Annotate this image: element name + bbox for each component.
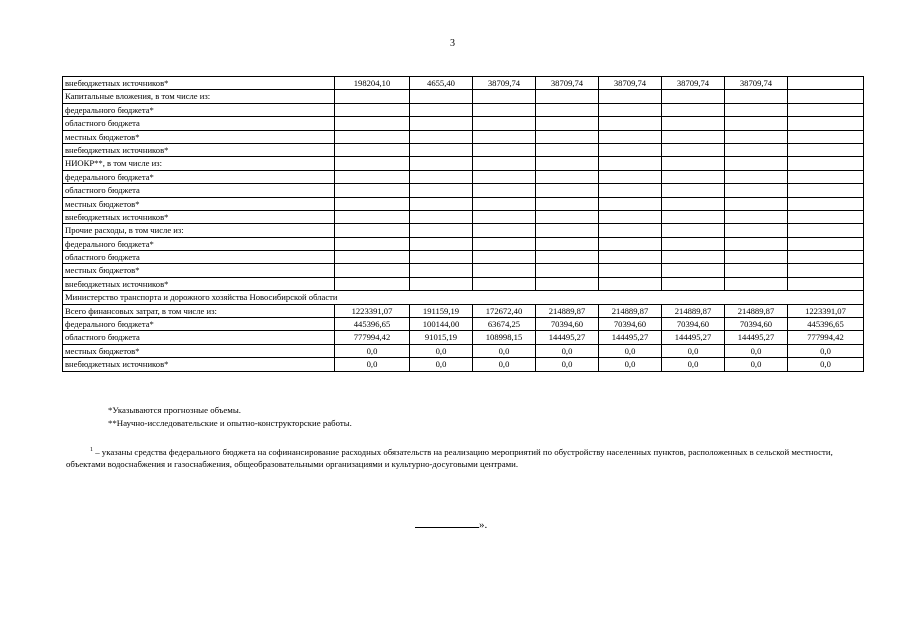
row-value xyxy=(536,224,599,237)
row-value: 0,0 xyxy=(410,344,473,357)
signature-line xyxy=(415,518,479,528)
row-value xyxy=(410,237,473,250)
table-row xyxy=(63,358,864,371)
row-label: местных бюджетов* xyxy=(63,344,335,357)
row-label: областного бюджета xyxy=(63,251,335,264)
row-value xyxy=(725,251,788,264)
note-niokr: **Научно-исследовательские и опытно-конструкторские работы. xyxy=(108,418,352,428)
row-value xyxy=(788,90,864,103)
row-value xyxy=(410,197,473,210)
row-value xyxy=(788,77,864,90)
row-value: 214889,87 xyxy=(536,304,599,317)
row-label: федерального бюджета* xyxy=(63,103,335,116)
row-value xyxy=(410,143,473,156)
row-value xyxy=(410,103,473,116)
row-value xyxy=(725,197,788,210)
row-value xyxy=(599,277,662,290)
table-row xyxy=(63,130,864,143)
row-value xyxy=(536,237,599,250)
row-value xyxy=(335,90,410,103)
row-value: 0,0 xyxy=(725,344,788,357)
row-value xyxy=(335,210,410,223)
row-value xyxy=(725,224,788,237)
row-value: 0,0 xyxy=(788,358,864,371)
table-row xyxy=(63,344,864,357)
row-value: 38709,74 xyxy=(473,77,536,90)
row-value xyxy=(410,210,473,223)
closing-quote: ». xyxy=(479,519,488,531)
row-value xyxy=(410,251,473,264)
row-value xyxy=(788,264,864,277)
row-value xyxy=(599,143,662,156)
row-value xyxy=(473,143,536,156)
row-value: 777994,42 xyxy=(335,331,410,344)
row-value: 70394,60 xyxy=(536,318,599,331)
row-value xyxy=(599,237,662,250)
table-row xyxy=(63,291,864,304)
row-value xyxy=(410,157,473,170)
row-label: внебюджетных источников* xyxy=(63,77,335,90)
row-value xyxy=(335,224,410,237)
row-value xyxy=(410,277,473,290)
row-value: 0,0 xyxy=(473,344,536,357)
row-value xyxy=(662,197,725,210)
row-value xyxy=(599,184,662,197)
financing-table-body xyxy=(63,77,864,372)
table-row xyxy=(63,117,864,130)
row-value xyxy=(788,224,864,237)
row-value xyxy=(410,130,473,143)
row-value xyxy=(662,184,725,197)
financing-table xyxy=(62,76,864,372)
row-value xyxy=(788,103,864,116)
row-value xyxy=(473,251,536,264)
row-value: 70394,60 xyxy=(662,318,725,331)
row-value: 38709,74 xyxy=(725,77,788,90)
row-value: 0,0 xyxy=(536,358,599,371)
table-row xyxy=(63,197,864,210)
table-row xyxy=(63,224,864,237)
table-row xyxy=(63,304,864,317)
row-value xyxy=(410,90,473,103)
row-value xyxy=(662,103,725,116)
row-value xyxy=(335,197,410,210)
notes xyxy=(108,404,352,430)
row-value xyxy=(725,184,788,197)
footnote-marker: 1 xyxy=(90,447,93,453)
row-value: 1223391,07 xyxy=(335,304,410,317)
table-row xyxy=(63,318,864,331)
row-value: 144495,27 xyxy=(725,331,788,344)
row-value xyxy=(473,157,536,170)
row-value xyxy=(788,143,864,156)
table-row xyxy=(63,157,864,170)
row-label: областного бюджета xyxy=(63,331,335,344)
row-value: 0,0 xyxy=(788,344,864,357)
row-value: 445396,65 xyxy=(335,318,410,331)
footnote xyxy=(66,444,846,470)
row-value: 38709,74 xyxy=(662,77,725,90)
row-value xyxy=(725,264,788,277)
row-value: 0,0 xyxy=(335,358,410,371)
row-value xyxy=(473,277,536,290)
row-value xyxy=(536,143,599,156)
row-value xyxy=(599,197,662,210)
row-label: федерального бюджета* xyxy=(63,318,335,331)
row-value xyxy=(599,170,662,183)
row-value xyxy=(536,117,599,130)
row-value xyxy=(788,117,864,130)
row-value xyxy=(536,197,599,210)
row-value xyxy=(473,130,536,143)
row-value xyxy=(599,224,662,237)
row-value xyxy=(599,130,662,143)
row-value xyxy=(473,224,536,237)
row-value xyxy=(725,143,788,156)
row-value xyxy=(599,210,662,223)
row-value xyxy=(662,237,725,250)
row-value xyxy=(473,90,536,103)
row-label: федерального бюджета* xyxy=(63,237,335,250)
row-value: 70394,60 xyxy=(599,318,662,331)
row-label: Всего финансовых затрат, в том числе из: xyxy=(63,304,335,317)
row-value xyxy=(662,170,725,183)
row-value: 0,0 xyxy=(536,344,599,357)
row-value xyxy=(536,103,599,116)
row-value xyxy=(410,170,473,183)
row-label: внебюджетных источников* xyxy=(63,358,335,371)
row-value xyxy=(536,210,599,223)
row-value xyxy=(662,210,725,223)
table-row xyxy=(63,277,864,290)
row-value: 70394,60 xyxy=(725,318,788,331)
table-row xyxy=(63,237,864,250)
row-value: 1223391,07 xyxy=(788,304,864,317)
row-value xyxy=(335,264,410,277)
row-label: областного бюджета xyxy=(63,184,335,197)
row-value: 63674,25 xyxy=(473,318,536,331)
row-label: областного бюджета xyxy=(63,117,335,130)
row-value xyxy=(410,184,473,197)
row-value xyxy=(788,170,864,183)
row-value: 0,0 xyxy=(410,358,473,371)
row-value xyxy=(788,130,864,143)
row-value: 191159,19 xyxy=(410,304,473,317)
row-value xyxy=(536,157,599,170)
row-value xyxy=(725,103,788,116)
row-value xyxy=(335,170,410,183)
row-value: 144495,27 xyxy=(536,331,599,344)
row-value: 38709,74 xyxy=(536,77,599,90)
row-value: 0,0 xyxy=(335,344,410,357)
row-value xyxy=(662,143,725,156)
row-value xyxy=(473,117,536,130)
row-value: 0,0 xyxy=(662,358,725,371)
row-label: Капитальные вложения, в том числе из: xyxy=(63,90,335,103)
row-label: федерального бюджета* xyxy=(63,170,335,183)
row-value xyxy=(788,237,864,250)
table-row xyxy=(63,251,864,264)
row-value xyxy=(473,210,536,223)
row-label: местных бюджетов* xyxy=(63,264,335,277)
row-label: НИОКР**, в том числе из: xyxy=(63,157,335,170)
row-value: 0,0 xyxy=(662,344,725,357)
table-row xyxy=(63,90,864,103)
row-value: 214889,87 xyxy=(599,304,662,317)
row-value xyxy=(473,197,536,210)
row-value: 0,0 xyxy=(599,344,662,357)
note-forecast: *Указываются прогнозные объемы. xyxy=(108,405,241,415)
row-value xyxy=(788,277,864,290)
row-label: внебюджетных источников* xyxy=(63,210,335,223)
row-value xyxy=(725,90,788,103)
table-row xyxy=(63,143,864,156)
row-value: 0,0 xyxy=(473,358,536,371)
row-value xyxy=(725,210,788,223)
row-value xyxy=(335,184,410,197)
table-row xyxy=(63,184,864,197)
row-label: Прочие расходы, в том числе из: xyxy=(63,224,335,237)
row-value xyxy=(473,170,536,183)
page-number: 3 xyxy=(450,38,455,49)
row-label: внебюджетных источников* xyxy=(63,277,335,290)
row-value xyxy=(662,117,725,130)
row-value: 214889,87 xyxy=(662,304,725,317)
row-value xyxy=(335,130,410,143)
row-value xyxy=(335,117,410,130)
row-value: 100144,00 xyxy=(410,318,473,331)
row-value: 91015,19 xyxy=(410,331,473,344)
row-value xyxy=(662,224,725,237)
row-value xyxy=(788,251,864,264)
row-value xyxy=(599,264,662,277)
footnote-text: – указаны средства федерального бюджета на софинансирование расходных обязательств на реализацию мероприятий по обустройству населенных пунктов, расположенных в сельской местности, объектами водоснабжения и газоснабжения, общеобразовательными организациями и культурно-досуговыми центрами. xyxy=(66,446,833,469)
row-value xyxy=(536,184,599,197)
row-value xyxy=(662,90,725,103)
closing-mark xyxy=(415,518,487,531)
row-value xyxy=(788,210,864,223)
row-value: 0,0 xyxy=(599,358,662,371)
row-value: 0,0 xyxy=(725,358,788,371)
row-value xyxy=(335,103,410,116)
row-value xyxy=(473,103,536,116)
table-row xyxy=(63,331,864,344)
row-value xyxy=(335,157,410,170)
row-value xyxy=(599,117,662,130)
row-value xyxy=(725,237,788,250)
row-value xyxy=(725,157,788,170)
row-value xyxy=(662,157,725,170)
row-value: 38709,74 xyxy=(599,77,662,90)
row-value xyxy=(725,170,788,183)
row-value xyxy=(473,184,536,197)
row-label: местных бюджетов* xyxy=(63,130,335,143)
row-value: 144495,27 xyxy=(599,331,662,344)
row-value xyxy=(335,251,410,264)
row-value xyxy=(335,237,410,250)
row-value xyxy=(662,277,725,290)
table-row xyxy=(63,103,864,116)
row-label: местных бюджетов* xyxy=(63,197,335,210)
table-row xyxy=(63,170,864,183)
row-value xyxy=(725,277,788,290)
row-value: 445396,65 xyxy=(788,318,864,331)
row-label: внебюджетных источников* xyxy=(63,143,335,156)
row-value: 144495,27 xyxy=(662,331,725,344)
table-row xyxy=(63,77,864,90)
row-value xyxy=(788,197,864,210)
row-value xyxy=(662,130,725,143)
row-value xyxy=(410,224,473,237)
row-value: 214889,87 xyxy=(725,304,788,317)
row-value xyxy=(662,264,725,277)
row-value xyxy=(788,184,864,197)
row-value xyxy=(725,117,788,130)
row-value: 108998,15 xyxy=(473,331,536,344)
row-value xyxy=(536,251,599,264)
row-value xyxy=(410,264,473,277)
row-value: 172672,40 xyxy=(473,304,536,317)
row-value xyxy=(599,103,662,116)
row-value xyxy=(536,170,599,183)
row-value: 198204,10 xyxy=(335,77,410,90)
row-value: 4655,40 xyxy=(410,77,473,90)
row-value xyxy=(599,90,662,103)
row-value xyxy=(725,130,788,143)
row-value xyxy=(536,264,599,277)
row-value xyxy=(410,117,473,130)
row-value xyxy=(662,251,725,264)
row-value xyxy=(335,277,410,290)
row-value xyxy=(473,264,536,277)
row-value xyxy=(473,237,536,250)
row-value xyxy=(536,277,599,290)
row-label: Министерство транспорта и дорожного хозяйства Новосибирской области xyxy=(63,291,864,304)
table-row xyxy=(63,210,864,223)
row-value xyxy=(599,157,662,170)
row-value: 777994,42 xyxy=(788,331,864,344)
row-value xyxy=(599,251,662,264)
row-value xyxy=(335,143,410,156)
row-value xyxy=(788,157,864,170)
row-value xyxy=(536,90,599,103)
row-value xyxy=(536,130,599,143)
table-row xyxy=(63,264,864,277)
